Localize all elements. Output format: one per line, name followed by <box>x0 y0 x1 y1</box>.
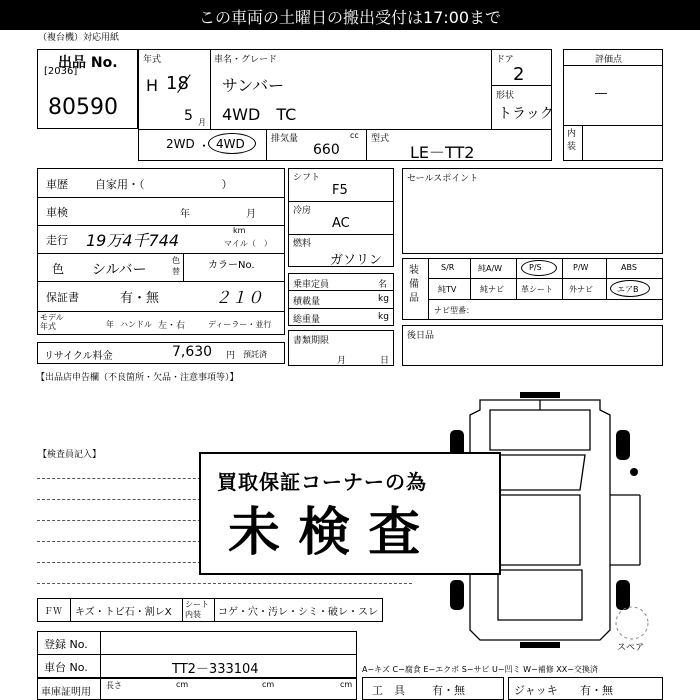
model-label: 型式 <box>371 134 390 144</box>
stamp-line1: 買取保証コーナーの為 <box>217 470 427 494</box>
weight-label: 総重量 <box>293 315 321 325</box>
equip-ext-navi: 外ナビ <box>569 285 593 294</box>
mileage-value: 19万4千744 <box>86 231 180 250</box>
fuel-value: ガソリン <box>330 253 383 268</box>
year-label: 年式 <box>143 55 162 65</box>
warranty-label: 保証書 <box>46 291 79 304</box>
lot-number: 80590 <box>48 95 118 120</box>
jack-value: 有・無 <box>580 684 613 697</box>
length-cm-3: cm <box>340 680 353 689</box>
equip-sr: S/R <box>441 263 455 272</box>
model-value: LE－TT2 <box>410 143 475 162</box>
spare-label: スペア <box>617 643 645 653</box>
handle-label: ハンドル <box>120 320 152 329</box>
displacement-value: 660 <box>313 142 340 158</box>
reg-label: 登録 No. <box>44 638 88 651</box>
cert-label: 車庫証明用 <box>41 687 91 698</box>
fuel-label: 燃料 <box>293 239 312 249</box>
repair-label: 後日品 <box>407 331 435 341</box>
drive-sep: ・ <box>198 139 211 153</box>
tools-value: 有・無 <box>432 684 465 697</box>
details-box <box>37 168 285 335</box>
navi-model-label: ナビ型番： <box>434 306 474 315</box>
seller-label: 【出品店申告欄（不良箇所・欠品・注意事項等）】 <box>36 373 239 383</box>
color-no-label: カラーNo. <box>208 260 255 271</box>
month-value: 5 <box>184 108 193 124</box>
mileage-label: 走行 <box>46 234 68 247</box>
shape-label: 形状 <box>496 91 515 101</box>
history-value: 自家用・（ ） <box>95 178 233 191</box>
warranty-value: 有・無 <box>120 291 160 306</box>
docs-label: 書類期限 <box>293 336 330 346</box>
stamp-line2: 未 検 査 <box>228 502 421 563</box>
doors-label: ドア <box>496 55 514 65</box>
color-value: シルバー <box>92 262 147 278</box>
damage-legend: A−キズ C−腐食 E−エクボ S−サビ U−凹ミ W−補修 XX−交換済 <box>362 665 598 674</box>
banner-text: この車両の土曜日の搬出受付は17:00まで <box>198 8 502 27</box>
color-change-label: 色替 <box>172 256 180 276</box>
shape-value: トラック <box>498 106 554 122</box>
recycle-note: 預託済 <box>243 350 267 359</box>
tools-label: 工 具 <box>372 684 405 697</box>
model-year-label: モデル年式 <box>40 313 64 331</box>
jack-label: ジャッキ <box>514 684 558 697</box>
dealer-label: ディーラー・並行 <box>208 320 272 329</box>
inspector-label: 【検査員記入】 <box>38 450 102 460</box>
history-label: 車歴 <box>46 178 68 191</box>
recycle-label: リサイクル料金 <box>44 351 113 362</box>
ac-value: AC <box>332 216 350 231</box>
length-cm-2: cm <box>262 680 275 689</box>
load-label: 積載量 <box>293 297 321 307</box>
prev-form-label: （複台機）対応用紙 <box>38 33 120 43</box>
inspection-month: 月 <box>246 209 256 220</box>
color-no-value: ２１０ <box>215 288 264 307</box>
chassis-label: 車台 No. <box>44 661 88 674</box>
drive-2wd: 2WD <box>166 137 195 151</box>
length-label: 長さ <box>106 681 122 690</box>
mileage-unit2: マイル（ ） <box>224 239 272 248</box>
displacement-unit: cc <box>350 131 359 140</box>
equip-airbag: エアB <box>617 285 639 294</box>
equip-navi: 純ナビ <box>480 285 504 294</box>
chassis-value: TT2－333104 <box>172 662 259 677</box>
fw-label: ＦＷ <box>44 607 63 617</box>
color-label: 色 <box>52 262 65 276</box>
repair-box <box>402 325 663 366</box>
inspection-year: 年 <box>180 209 190 220</box>
displacement-label: 排気量 <box>271 134 299 144</box>
equip-aw: 純A/W <box>478 264 503 273</box>
capacity-label: 乗車定員 <box>293 280 330 290</box>
inspection-label: 車検 <box>46 206 68 219</box>
lot-label: 出品 No. <box>58 55 118 71</box>
eval-label: 評価点 <box>595 55 623 65</box>
equipment-label: 装備品 <box>409 265 419 304</box>
shift-label: シフト <box>293 173 321 183</box>
recycle-unit: 円 <box>226 351 236 361</box>
vehicle-name: サンバー <box>222 76 285 95</box>
recycle-value: 7,630 <box>172 344 213 360</box>
doors-value: 2 <box>513 64 525 85</box>
sales-point-label: セールスポイント <box>407 174 479 184</box>
eval-value: ― <box>595 86 609 100</box>
docs-day: 日 <box>380 356 390 366</box>
month-unit: 月 <box>198 118 206 127</box>
length-cm-1: cm <box>176 680 189 689</box>
mileage-unit: km <box>233 226 246 235</box>
shift-value: F5 <box>332 183 348 198</box>
interior-label: 内装 <box>567 129 577 152</box>
seat-items: コゲ・穴・汚レ・シミ・破レ・スレ <box>218 607 378 618</box>
equip-ps: P/S <box>529 263 542 272</box>
docs-month: 月 <box>337 356 347 366</box>
fw-scratches: キズ・トビ石・割レX <box>75 607 172 618</box>
equip-tv: 純TV <box>438 285 457 294</box>
vehicle-grade: 4WD TC <box>222 105 297 124</box>
ac-label: 冷房 <box>293 206 312 216</box>
equip-pw: P/W <box>573 263 589 272</box>
lot-code: [2036] <box>44 66 78 77</box>
year-value: 18 <box>166 73 189 94</box>
equip-leather: 革シート <box>521 285 553 294</box>
weight-unit: kg <box>378 312 389 322</box>
capacity-unit: 名 <box>378 280 388 290</box>
equip-abs: ABS <box>621 263 637 272</box>
handle-value: 左・右 <box>158 321 186 331</box>
seat-label: シート内装 <box>185 600 209 619</box>
load-unit: kg <box>378 294 389 304</box>
drive-4wd: 4WD <box>216 137 245 151</box>
model-year-unit: 年 <box>106 320 114 329</box>
name-label: 車名・グレード <box>214 55 278 65</box>
year-era: H <box>146 76 159 95</box>
